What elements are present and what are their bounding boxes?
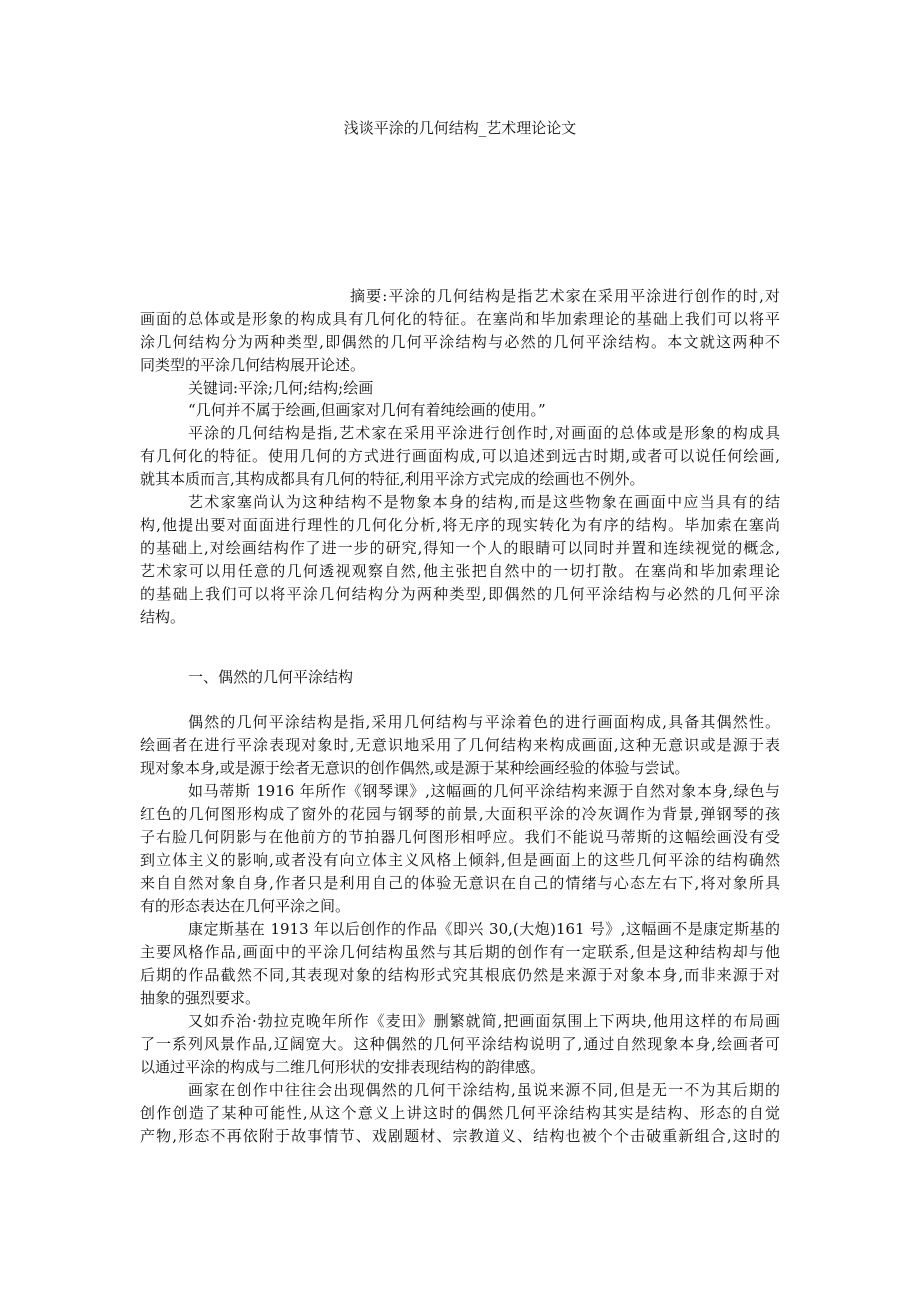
paragraph-line: 子右脸几何阴影与在他前方的节拍器几何图形相呼应。我们不能说马蒂斯的这幅绘画没有受 [140,828,780,846]
abstract-line: 摘要:平涂的几何结构是指艺术家在采用平涂进行创作的时,对 [350,287,780,305]
intro [140,399,780,629]
paragraph-line: 主要风格作品,画面中的平涂几何结构虽然与其后期的创作有一定联系,但是这种结构却与他 [140,943,780,961]
document-title: 浅谈平涂的几何结构_艺术理论论文 [343,119,577,137]
paragraph-line: 又如乔治·勃拉克晚年所作《麦田》删繁就简,把画面氛围上下两块,他用这样的布局画 [188,1012,780,1030]
paragraph-line: 画家在创作中往往会出现偶然的几何干涂结构,虽说来源不同,但是无一不为其后期的 [188,1081,780,1099]
paragraph-line: 产物,形态不再依附于故事情节、戏剧题材、宗教道义、结构也被个个击破重新组合,这时的 [140,1127,780,1145]
abstract-line: 画面的总体或是形象的构成具有几何化的特征。在塞尚和毕加索理论的基础上我们可以将平 [140,310,780,328]
section-paragraphs [140,711,780,1148]
paragraph-line: 就其本质而言,其构成都具有几何的特征,利用平涂方式完成的绘画也不例外。 [140,470,645,488]
paragraph-line: 抽象的强烈要求。 [140,989,261,1007]
paragraph [140,1010,780,1079]
paragraph-line: 偶然的几何平涂结构是指,采用几何结构与平涂着色的进行画面构成,具备其偶然性。 [188,713,780,731]
paragraph [140,1079,780,1148]
paragraph-line: 康定斯基在 1913 年以后创作的作品《即兴 30,(大炮)161 号》,这幅画不是康定斯基的 [188,920,780,938]
abstract [140,285,780,400]
paragraph-line: 的基础上我们可以将平涂几何结构分为两种类型,即偶然的几何平涂结构与必然的几何平涂 [140,585,780,603]
quote: “几何并不属于绘画,但画家对几何有着纯绘画的使用。” [188,401,546,419]
paragraph [140,780,780,918]
paragraph-line: 艺术家塞尚认为这种结构不是物象本身的结构,而是这些物象在画面中应当具有的结 [188,493,780,511]
paragraph [140,918,780,1010]
paragraph [140,422,780,491]
paragraph [140,711,780,780]
paragraph-line: 平涂的几何结构是指,艺术家在采用平涂进行创作时,对画面的总体或是形象的构成具 [188,424,780,442]
section-heading: 一、偶然的几何平涂结构 [188,668,354,686]
abstract-line: 同类型的平涂几何结构展开论述。 [140,356,366,374]
paragraph-line: 的基础上,对绘画结构作了进一步的研究,得知一个人的眼睛可以同时并置和连续视觉的概念, [140,539,780,557]
paragraph-line: 红色的几何图形构成了窗外的花园与钢琴的前景,大面积平涂的冷灰调作为背景,弹钢琴的孩 [140,805,780,823]
paragraph-line: 有的形态表达在几何平涂之间。 [140,897,351,915]
paragraph-line: 来自自然对象自身,作者只是利用自己的体验无意识在自己的情绪与心态左右下,将对象所具 [140,874,780,892]
paragraph-line: 结构。 [140,608,186,626]
paragraph [140,491,780,629]
paragraph-line: 艺术家可以用任意的几何透视观察自然,他主张把自然中的一切打散。在塞尚和毕加索理论 [140,562,780,580]
paragraph-line: 创作创造了某种可能性,从这个意义上讲这时的偶然几何平涂结构其实是结构、形态的自觉 [140,1104,780,1122]
keywords: 关键词:平涂;几何;结构;绘画 [188,379,374,397]
paragraph-line: 后期的作品截然不同,其表现对象的结构形式究其根底仍然是来源于对象本身,而非来源于对 [140,966,780,984]
paragraph-line: 构,他提出要对面面进行理性的几何化分析,将无序的现实转化为有序的结构。毕加索在塞尚 [140,516,780,534]
paragraph-line: 以通过平涂的构成与二维几何形状的安排表现结构的韵律感。 [140,1058,546,1076]
paragraph-line: 现对象本身,或是源于绘者无意识的创作偶然,或是源于某种绘画经验的体验与尝试。 [140,759,690,777]
section-one [140,666,780,1148]
paragraph-line: 绘画者在进行平涂表现对象时,无意识地采用了几何结构来构成画面,这种无意识或是源于表 [140,736,780,754]
paragraph-line: 如马蒂斯 1916 年所作《钢琴课》,这幅画的几何平涂结构来源于自然对象本身,绿色与 [188,782,780,800]
paragraph-line: 有几何化的特征。使用几何的方式进行画面构成,可以追述到远古时期,或者可以说任何绘画, [140,447,780,465]
paragraph-line: 了一系列风景作品,辽阔宽大。这种偶然的几何平涂结构说明了,通过自然现象本身,绘画者可 [140,1035,780,1053]
intro-paragraphs [140,422,780,629]
paragraph-line: 到立体主义的影响,或者没有向立体主义风格上倾斜,但是画面上的这些几何平涂的结构确然 [140,851,780,869]
abstract-line: 涂几何结构分为两种类型,即偶然的几何平涂结构与必然的几何平涂结构。本文就这两种不 [140,333,780,351]
